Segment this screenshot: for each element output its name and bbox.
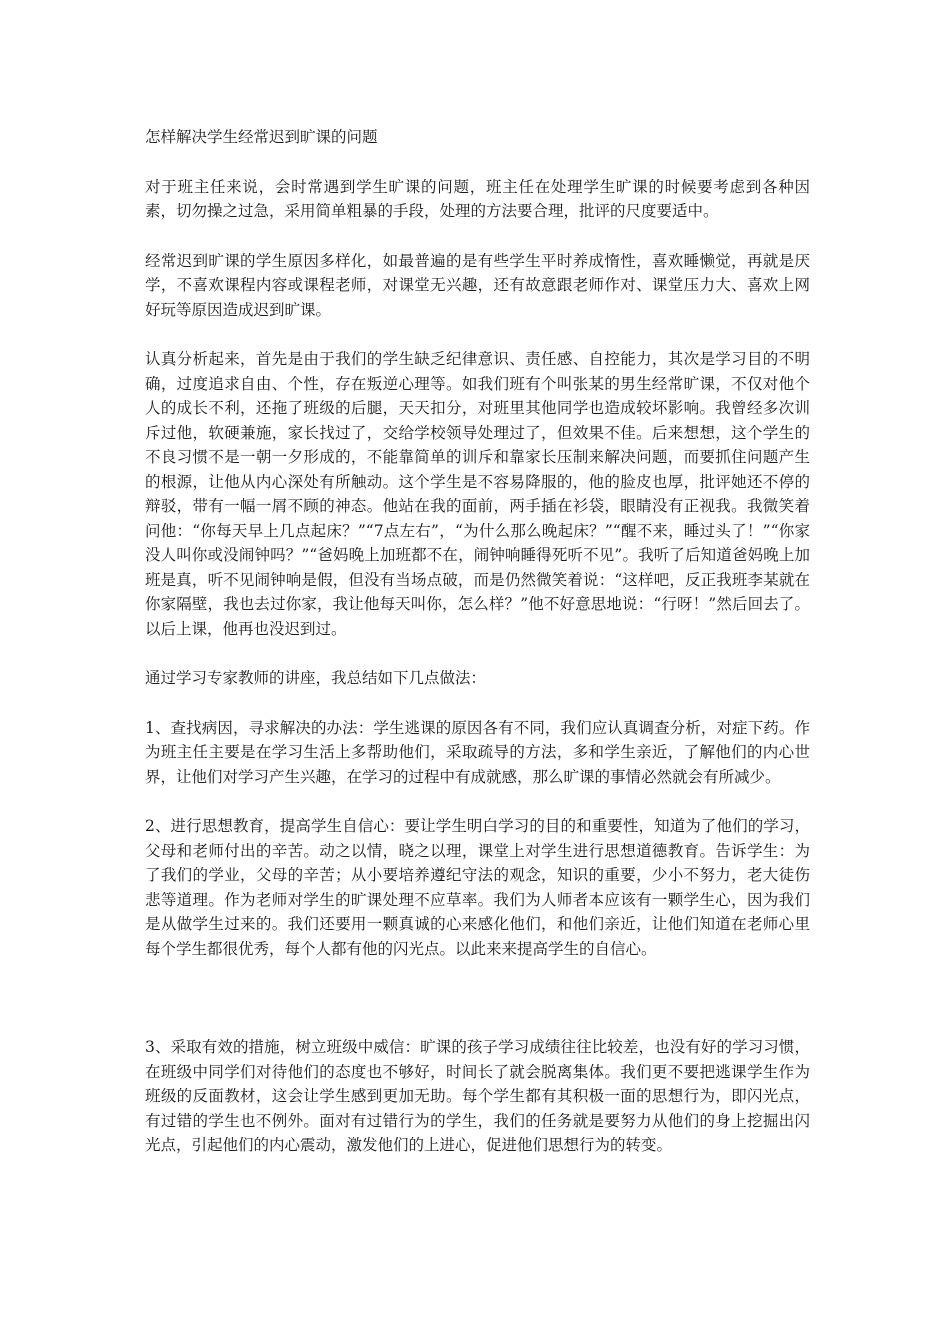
blank-space	[145, 986, 810, 1035]
paragraph-summary-lead: 通过学习专家教师的讲座，我总结如下几点做法：	[145, 669, 487, 687]
paragraph-method-1: 1、查找病因，寻求解决的办法：学生逃课的原因各有不同，我们应认真调查分析，对症下药。作为班主任主要是在学习生活上多帮助他们，采取疏导的方法，多和学生亲近，了解他们的内心世界，让他们对学习产生兴趣，在学习的过程中有成就感，那么旷课的事情必然就会有所减少。	[145, 718, 810, 786]
paragraph-causes: 经常迟到旷课的学生原因多样化，如最普遍的是有些学生平时养成惰性，喜欢睡懒觉，再就是厌学，不喜欢课程内容或课程老师，对课堂无兴趣，还有故意跟老师作对、课堂压力大、喜欢上网好玩等原因造成迟到旷课。	[145, 251, 810, 319]
paragraph-method-3: 3、采取有效的措施，树立班级中威信：旷课的孩子学习成绩往往比较差，也没有好的学习习惯，在班级中同学们对待他们的态度也不够好，时间长了就会脱离集体。我们更不要把逃课学生作为班级的反面教材，这会让学生感到更加无助。每个学生都有其积极一面的思想行为，即闪光点，有过错的学生也不例外。面对有过错行为的学生，我们的任务就是要努力从他们的身上挖掘出闪光点，引起他们的内心震动，激发他们的上进心，促进他们思想行为的转变。	[145, 1038, 810, 1154]
document-title: 怎样解决学生经常迟到旷课的问题	[145, 128, 378, 146]
paragraph-analysis-case: 认真分析起来，首先是由于我们的学生缺乏纪律意识、责任感、自控能力，其次是学习目的不明确，过度追求自由、个性，存在叛逆心理等。如我们班有个叫张某的男生经常旷课，不仅对他个人的成长不利，还拖了班级的后腿，天天扣分，对班里其他同学也造成较坏影响。我曾经多次训斥过他，软硬兼施，家长找过了，交给学校领导处理过了，但效果不佳。后来想想，这个学生的不良习惯不是一朝一夕形成的，不能靠简单的训斥和靠家长压制来解决问题，而要抓住问题产生的根源，让他从内心深处有所触动。这个学生是不容易降服的，他的脸皮也厚，批评她还不停的辩驳，带有一幅一屑不顾的神态。他站在我的面前，两手插在衫袋，眼睛没有正视我。我微笑着问他：“你每天早上几点起床？”“7点左右”，“为什么那么晚起床？”“醒不来，睡过头了！”“你家没人叫你或没闹钟吗？”“爸妈晚上加班都不在，闹钟响睡得死听不见”。我听了后知道爸妈晚上加班是真，听不见闹钟响是假，但没有当场点破，而是仍然微笑着说：“这样吧，反正我班李某就在你家隔壁，我也去过你家，我让他每天叫你，怎么样？”他不好意思地说：“行呀！”然后回去了。以后上课，他再也没迟到过。	[145, 350, 810, 638]
paragraph-intro: 对于班主任来说，会时常遇到学生旷课的问题，班主任在处理学生旷课的时候要考虑到各种因素，切勿操之过急，采用简单粗暴的手段，处理的方法要合理，批评的尺度要适中。	[145, 177, 810, 220]
document-body	[145, 125, 810, 1183]
paragraph-method-2: 2、进行思想教育，提高学生自信心：要让学生明白学习的目的和重要性，知道为了他们的学习，父母和老师付出的辛苦。动之以情，晓之以理，课堂上对学生进行思想道德教育。告诉学生：为了我们的学业，父母的辛苦；从小要培养遵纪守法的观念，知识的重要，少小不努力，老大徒伤悲等道理。作为老师对学生的旷课处理不应草率。我们为人师者本应该有一颗学生心，因为我们是从做学生过来的。我们还要用一颗真诚的心来感化他们，和他们亲近，让他们知道在老师心里每个学生都很优秀，每个人都有他的闪光点。以此来来提高学生的自信心。	[145, 817, 810, 958]
